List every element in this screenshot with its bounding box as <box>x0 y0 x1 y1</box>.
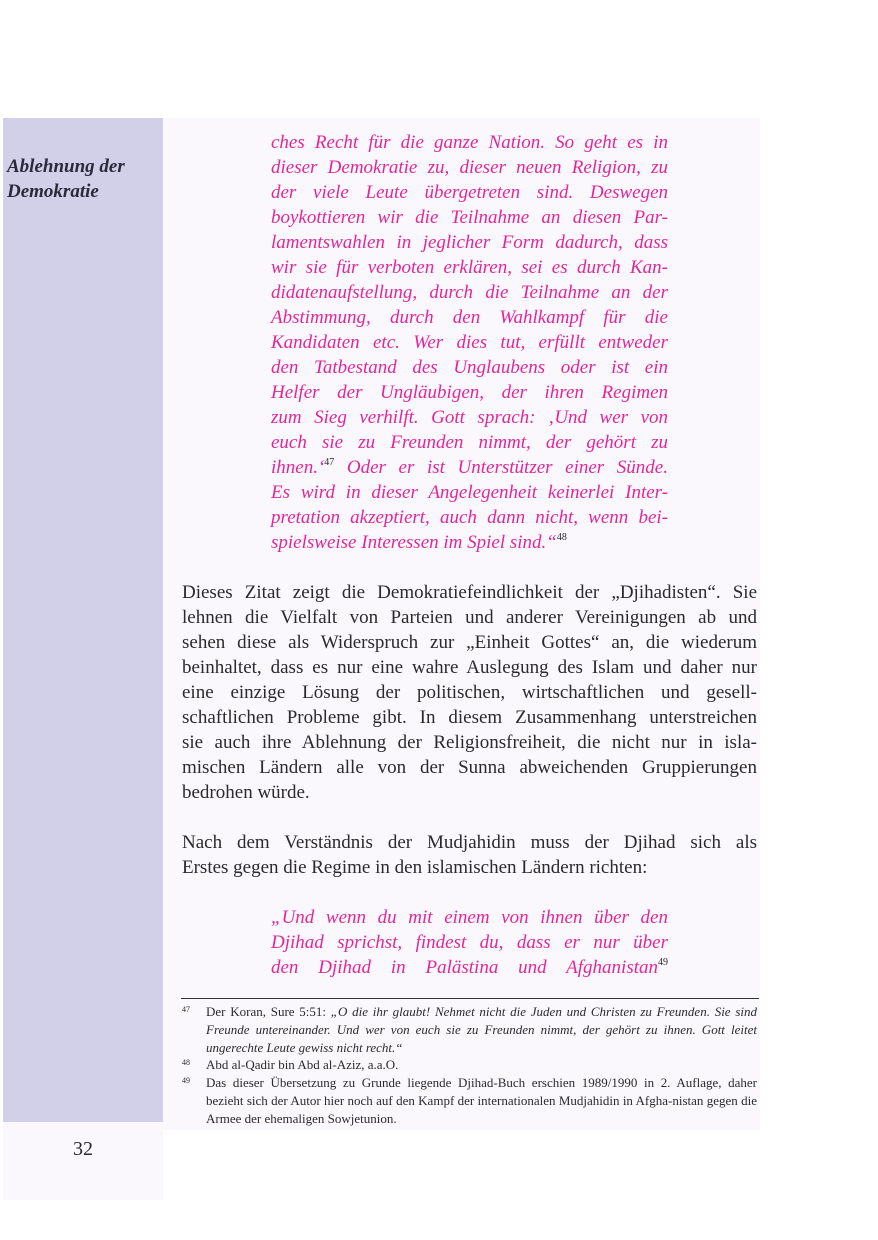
quote-text: spielsweise Interessen im Spiel sind.“ <box>271 532 557 553</box>
quote-line: Abstimmung, durch den Wahlkampf für die <box>271 307 668 328</box>
margin-heading <box>7 154 157 204</box>
footnote-number: 49 <box>182 1076 190 1085</box>
quote-line: der viele Leute übergetreten sind. Deswegen <box>271 182 668 203</box>
quote-line: lamentswahlen in jeglicher Form dadurch, dass <box>271 232 668 253</box>
body-paragraph-1 <box>182 580 757 805</box>
page-number-box <box>3 1122 163 1200</box>
quote-line: euch sie zu Freunden nimmt, der gehört zu <box>271 432 668 453</box>
margin-sidebar <box>3 118 163 1122</box>
body-line: Erstes gegen die Regime in den islamischen Ländern richten: <box>182 857 648 878</box>
quote-text: ihnen.‘ <box>271 457 325 478</box>
quote-line <box>271 530 668 555</box>
footnote-text <box>206 1003 757 1057</box>
quote-line: didatenaufstellung, durch die Teilnahme an der <box>271 282 668 303</box>
page-number: 32 <box>73 1138 93 1160</box>
footnote-text: Abd al-Qadir bin Abd al-Aziz, a.a.O. <box>206 1057 399 1072</box>
quote-line: boykottieren wir die Teilnahme an diesen Par- <box>271 207 668 228</box>
quote-line: Djihad sprichst, findest du, dass er nur über <box>271 932 668 953</box>
body-line: Dieses Zitat zeigt die Demokratiefeindlichkeit der „Djihadisten“. Sie <box>182 582 757 603</box>
footnote-number: 47 <box>182 1005 190 1014</box>
quote-line: Helfer der Ungläubigen, der ihren Regimen <box>271 382 668 403</box>
body-line: beinhaltet, dass es nur eine wahre Auslegung des Islam und daher nur <box>182 657 757 678</box>
footnote-ref-49[interactable]: 49 <box>658 957 668 968</box>
footnote-quote: „O die ihr glaubt! Nehmet nicht die Juden und Christen zu Freunden. Sie sind Freunde untereinander. Und wer von euch sie zu Freunden nimmt, der gehört zu ihnen. Gott leitet ungerechte Leute gewiss nicht recht.“ <box>206 1004 757 1055</box>
body-line: mischen Ländern alle von der Sunna abweichenden Gruppierungen <box>182 757 757 778</box>
body-line: Nach dem Verständnis der Mudjahidin muss der Djihad sich als <box>182 832 757 853</box>
quote-line: Es wird in dieser Angelegenheit keinerlei Inter- <box>271 482 668 503</box>
quote-line: den Tatbestand des Unglaubens oder ist ein <box>271 357 668 378</box>
footnote-prefix: Der Koran, Sure 5:51: <box>206 1004 331 1019</box>
quote-text: Oder er ist Unterstützer einer Sünde. <box>334 457 668 478</box>
footnote-ref-48[interactable]: 48 <box>556 532 567 543</box>
quote-line: Kandidaten etc. Wer dies tut, erfüllt entweder <box>271 332 668 353</box>
quote-line: „Und wenn du mit einem von ihnen über den <box>271 907 668 928</box>
quote-line: pretation akzeptiert, auch dann nicht, wenn bei- <box>271 507 668 528</box>
footnote-number: 48 <box>182 1058 190 1067</box>
footnote-49 <box>182 1074 757 1128</box>
quote-line: zum Sieg verhilft. Gott sprach: ‚Und wer von <box>271 407 668 428</box>
footnote-separator <box>181 998 759 999</box>
footnote-48 <box>182 1056 757 1074</box>
footnote-text: Das dieser Übersetzung zu Grunde liegende Djihad-Buch erschien 1989/1990 in 2. Auflage, daher bezieht sich der Autor hier noch auf den Kampf der internationalen Mudjahidin in Afgha-nistan gegen die Armee der ehemaligen Sowjetunion. <box>206 1075 757 1126</box>
body-line: sie auch ihre Ablehnung der Religionsfreiheit, die nicht nur in isla- <box>182 732 757 753</box>
quote-block-2 <box>271 905 668 980</box>
body-line: eine einzige Lösung der politischen, wirtschaftlichen und gesell- <box>182 682 757 703</box>
margin-heading-line2: Demokratie <box>7 181 99 202</box>
body-line: lehnen die Vielfalt von Parteien und anderer Vereinigungen ab und <box>182 607 757 628</box>
margin-heading-line1: Ablehnung der <box>7 156 125 177</box>
quote-block-1 <box>271 130 668 555</box>
footnote-ref-47[interactable]: 47 <box>324 457 335 468</box>
footnote-47 <box>182 1003 757 1057</box>
quote-line: dieser Demokratie zu, dieser neuen Religion, zu <box>271 157 668 178</box>
body-line: schaftlichen Probleme gibt. In diesem Zusammenhang unterstreichen <box>182 707 757 728</box>
quote-line: ches Recht für die ganze Nation. So geht es in <box>271 132 668 153</box>
body-line: sehen diese als Widerspruch zur „Einheit Gottes“ an, die wiederum <box>182 632 757 653</box>
quote-text: den Djihad in Palästina und Afghanistan <box>271 957 658 978</box>
quote-line <box>271 955 668 980</box>
body-paragraph-2 <box>182 830 757 880</box>
quote-line: wir sie für verboten erklären, sei es durch Kan- <box>271 257 668 278</box>
quote-line <box>271 455 668 480</box>
body-line: bedrohen würde. <box>182 782 310 803</box>
